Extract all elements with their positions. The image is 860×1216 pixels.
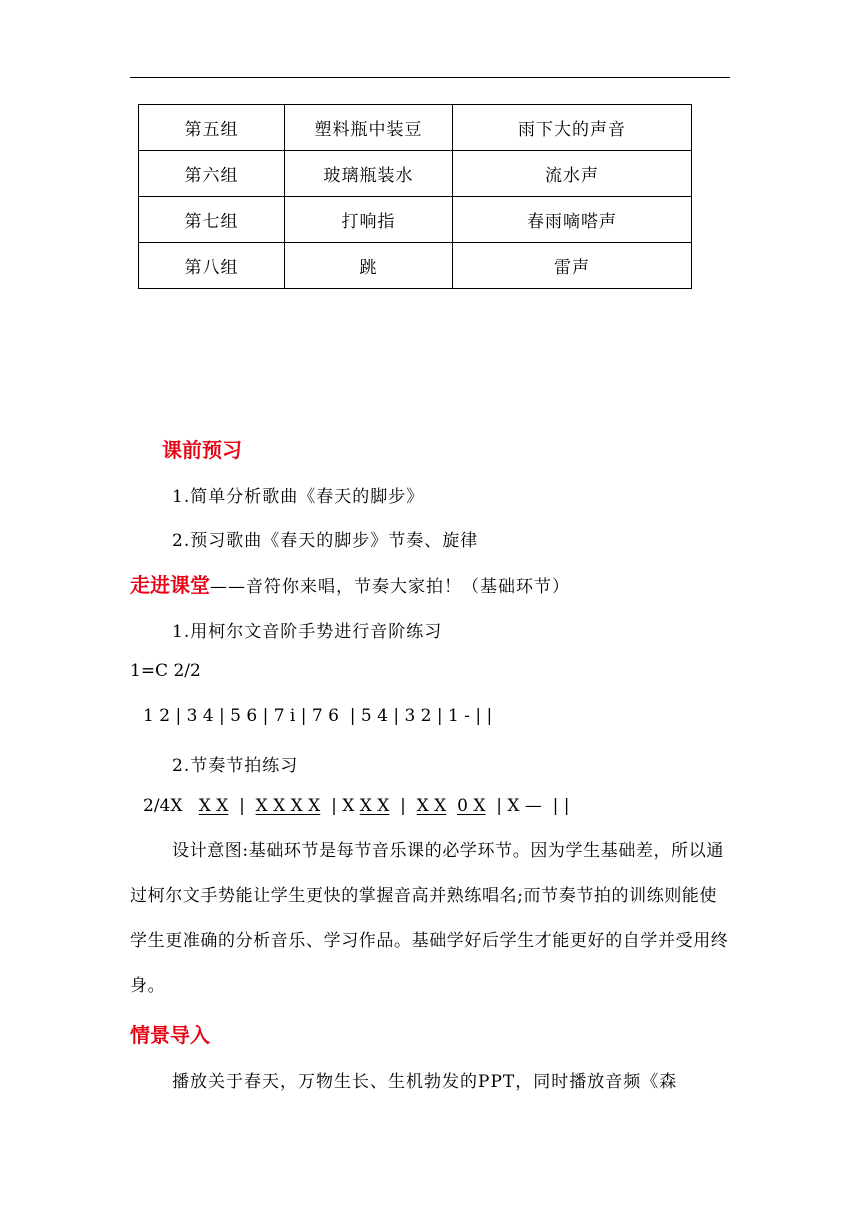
rhythm-beat: 0 X — [457, 796, 486, 816]
table-row — [139, 151, 692, 197]
classroom-item-2: 2.节奏节拍练习 — [172, 756, 299, 776]
classroom-item-1: 1.用柯尔文音阶手势进行音阶练习 — [172, 622, 443, 642]
rhythm-beat: X X — [416, 796, 447, 816]
classroom-subtitle: ——音符你来唱，节奏大家拍！（基础环节） — [210, 577, 570, 597]
table-cell: 玻璃瓶装水 — [285, 151, 453, 197]
table-cell: 春雨嘀嗒声 — [453, 197, 692, 243]
design-intent-paragraph: 设计意图:基础环节是每节音乐课的必学环节。因为学生基础差，所以通过柯尔文手势能让学生更快的掌握音高并熟练唱名;而节奏节拍的训练则能使学生更准确的分析音乐、学习作品。基础学好后学生才能更好的自学并受用终身。 — [130, 841, 729, 996]
rhythm-gap — [446, 796, 457, 816]
scene-text: 播放关于春天，万物生长、生机勃发的PPT，同时播放音频《森 — [172, 1072, 678, 1092]
rhythm-bar: | — [389, 796, 417, 816]
table-cell: 雷声 — [453, 243, 692, 289]
table-row — [139, 197, 692, 243]
classroom-heading-line — [130, 569, 570, 598]
table-cell: 塑料瓶中装豆 — [285, 105, 453, 151]
header-rule — [130, 77, 730, 78]
table-cell: 第八组 — [139, 243, 285, 289]
table-cell: 跳 — [285, 243, 453, 289]
table-cell: 第七组 — [139, 197, 285, 243]
table-row — [139, 105, 692, 151]
classroom-heading: 走进课堂 — [130, 573, 210, 597]
rhythm-beat: X X X X — [255, 796, 321, 816]
rhythm-meter: 2/4X — [143, 796, 183, 816]
rhythm-beat: X X — [198, 796, 229, 816]
rhythm-beat: X X — [359, 796, 390, 816]
table-cell: 第五组 — [139, 105, 285, 151]
table-cell: 流水声 — [453, 151, 692, 197]
preview-heading: 课前预习 — [162, 438, 242, 462]
scene-heading: 情景导入 — [130, 1023, 210, 1047]
rhythm-bar: | X — [320, 796, 360, 816]
table-cell: 雨下大的声音 — [453, 105, 692, 151]
preview-item-2: 2.预习歌曲《春天的脚步》节奏、旋律 — [172, 531, 479, 551]
scale-notation: 1 2 | 3 4 | 5 6 | 7 i | 7 6 | 5 4 | 3 2 | 1 - | | — [143, 706, 493, 726]
table-row — [139, 243, 692, 289]
group-sound-table — [138, 104, 692, 289]
table-cell: 第六组 — [139, 151, 285, 197]
key-signature: 1=C 2/2 — [130, 661, 201, 681]
rhythm-bar: | — [228, 796, 256, 816]
preview-item-1: 1.简单分析歌曲《春天的脚步》 — [172, 487, 425, 507]
table-cell: 打响指 — [285, 197, 453, 243]
rhythm-tail: | X — | | — [485, 796, 570, 816]
rhythm-notation — [143, 796, 570, 816]
